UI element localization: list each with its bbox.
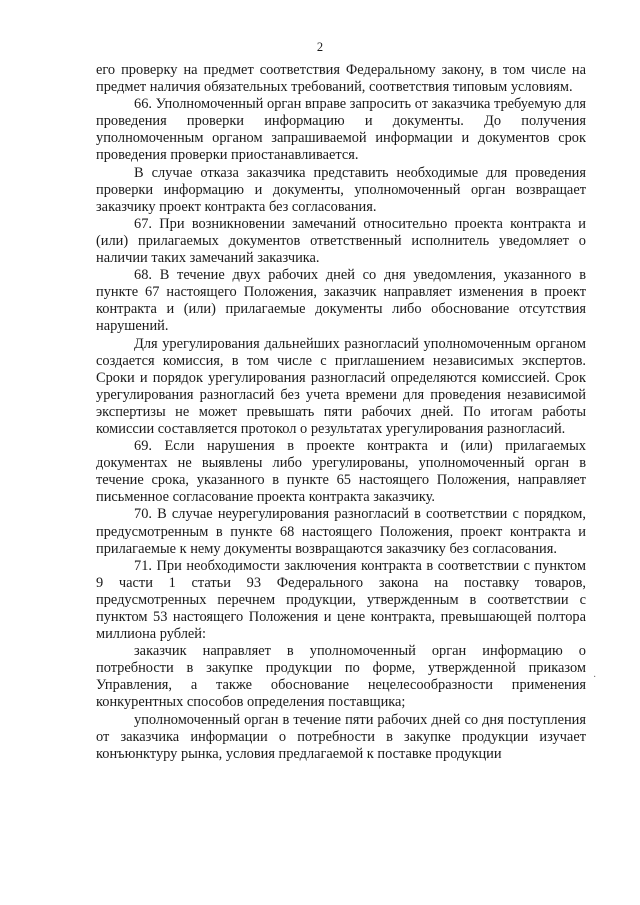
paragraph-customer-sends: заказчик направляет в уполномоченный орган информацию о потребности в закупке продукции по форме, утвержденной приказом Управления, а также обоснование нецелесообразности применения конкурентных способов определения поставщика;	[96, 643, 586, 711]
paragraph-item-66: 66. Уполномоченный орган вправе запросить от заказчика требуемую для проведения проверки информацию и документы. До получения уполномоченным органом запрашиваемой информации и документов срок проведения проверки приостанавливается.	[96, 96, 586, 164]
paragraph-authority-studies: уполномоченный орган в течение пяти рабочих дней со дня поступления от заказчика информации о потребности в закупке продукции изучает конъюнктуру рынка, условия предлагаемой к поставке продукции	[96, 711, 586, 762]
paragraph-item-71: 71. При необходимости заключения контракта в соответствии с пунктом 9 части 1 статьи 93 Федерального закона на поставку товаров, предусмотренных перечнем продукции, утвержденным в соответствии с пунктом 53 настоящего Положения и цене контракта, превышающей полтора миллиона рублей:	[96, 557, 586, 643]
document-body	[96, 62, 586, 763]
page-number: 2	[316, 40, 324, 54]
paragraph-item-68: 68. В течение двух рабочих дней со дня уведомления, указанного в пункте 67 настоящего Положения, заказчик направляет изменения в проект контракта и (или) прилагаемые документы либо обоснование отсутствия нарушений.	[96, 267, 586, 335]
paragraph-item-69: 69. Если нарушения в проекте контракта и (или) прилагаемых документах не выявлены либо урегулированы, уполномоченный орган в течение срока, указанного в пункте 65 настоящего Положения, направляет письменное согласование проекта контракта заказчику.	[96, 438, 586, 506]
margin-mark: ·	[593, 672, 597, 683]
paragraph-commission: Для урегулирования дальнейших разногласий уполномоченным органом создается комиссия, в том числе с приглашением независимых экспертов. Сроки и порядок урегулирования разногласий определяются комиссией. Срок урегулирования разногласий без учета времени для проведения независимой экспертизы не может превышать пяти рабочих дней. По итогам работы комиссии составляется протокол о результатах урегулирования разногласий.	[96, 335, 586, 437]
paragraph-item-70: 70. В случае неурегулирования разногласий в соответствии с порядком, предусмотренным в пункте 68 настоящего Положения, проект контракта и прилагаемые к нему документы возвращаются заказчику без согласования.	[96, 506, 586, 557]
paragraph-refusal: В случае отказа заказчика представить необходимые для проведения проверки информацию и документы, уполномоченный орган возвращает заказчику проект контракта без согласования.	[96, 164, 586, 215]
paragraph-continuation: его проверку на предмет соответствия Федеральному закону, в том числе на предмет наличия обязательных требований, соответствия типовым условиям.	[96, 62, 586, 96]
paragraph-item-67: 67. При возникновении замечаний относительно проекта контракта и (или) прилагаемых документов ответственный исполнитель уведомляет о наличии таких замечаний заказчика.	[96, 215, 586, 267]
